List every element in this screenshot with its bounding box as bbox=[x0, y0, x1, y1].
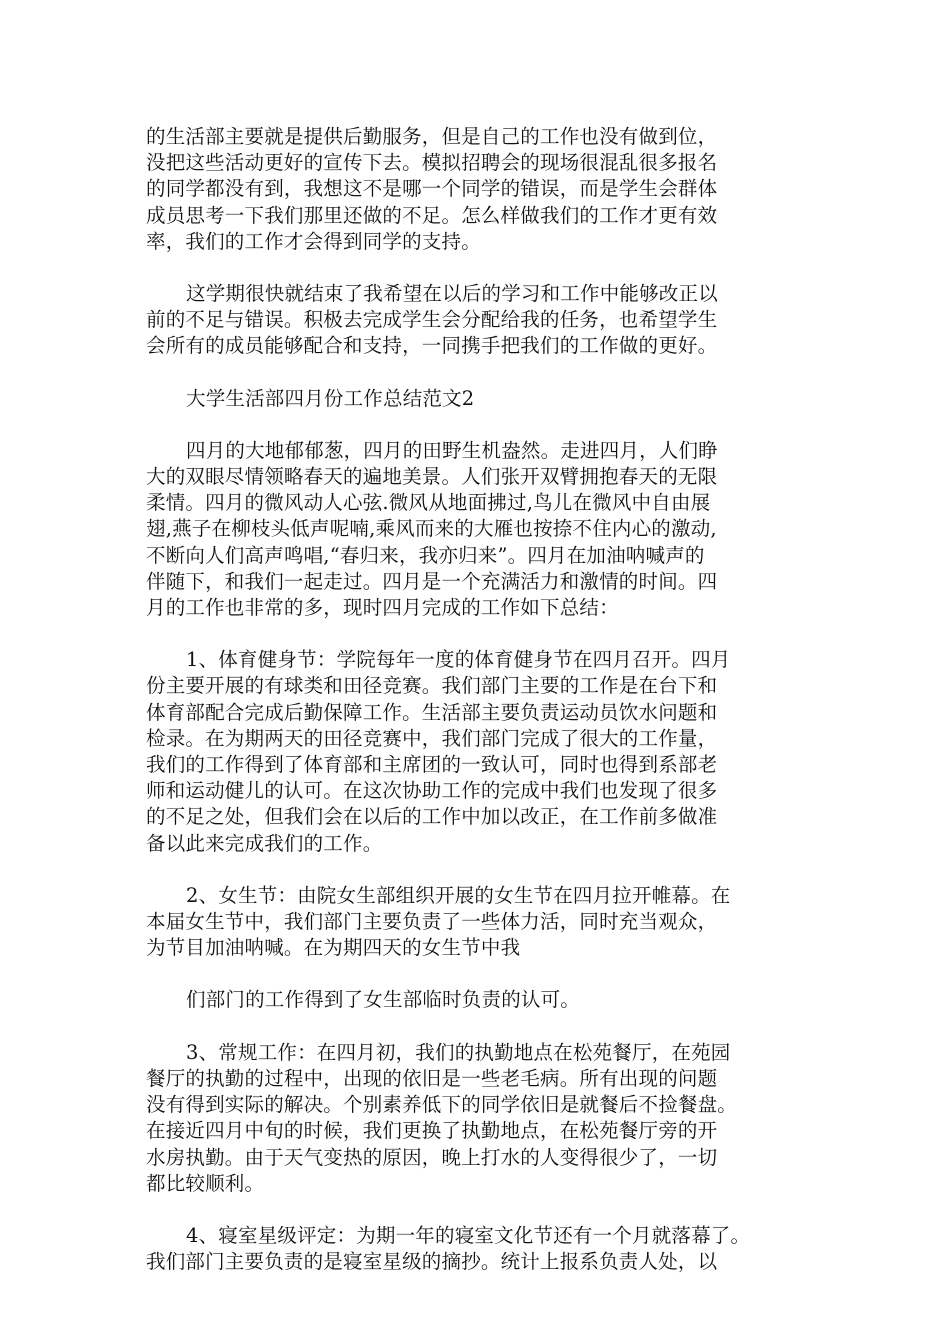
text-line: 没把这些活动更好的宣传下去。模拟招聘会的现场很混乱很多报名 bbox=[146, 151, 718, 175]
text-line: 率，我们的工作才会得到同学的支持。 bbox=[146, 229, 481, 253]
text-line: 前的不足与错误。积极去完成学生会分配给我的任务，也希望学生 bbox=[146, 308, 718, 332]
paragraph bbox=[146, 1223, 816, 1275]
text-line: 成员思考一下我们那里还做的不足。怎么样做我们的工作才更有效 bbox=[146, 203, 718, 227]
text-line: 本届女生节中，我们部门主要负责了一些体力活，同时充当观众， bbox=[146, 910, 718, 934]
text-line: 4、寝室星级评定：为期一年的寝室文化节还有一个月就落幕了。 bbox=[186, 1223, 751, 1247]
text-line: 都比较顺利。 bbox=[146, 1171, 265, 1195]
text-line: 四月的大地郁郁葱，四月的田野生机盎然。走进四月，人们睁 bbox=[186, 438, 718, 462]
section-heading bbox=[146, 386, 816, 412]
text-line: 们部门的工作得到了女生部临时负责的认可。 bbox=[186, 988, 581, 1012]
text-line: 伴随下，和我们一起走过。四月是一个充满活力和激情的时间。四 bbox=[146, 569, 718, 593]
text-line: 这学期很快就结束了我希望在以后的学习和工作中能够改正以 bbox=[186, 282, 718, 306]
paragraph bbox=[146, 1040, 816, 1197]
document-body bbox=[146, 124, 816, 1301]
text-line: 餐厅的执勤的过程中，出现的依旧是一些老毛病。所有出现的问题 bbox=[146, 1066, 718, 1090]
text-line: 份主要开展的有球类和田径竞赛。我们部门主要的工作是在台下和 bbox=[146, 674, 718, 698]
text-line: 检录。在为期两天的田径竞赛中，我们部门完成了很大的工作量， bbox=[146, 726, 718, 750]
text-line: 备以此来完成我们的工作。 bbox=[146, 831, 383, 855]
text-line: 月的工作也非常的多，现时四月完成的工作如下总结： bbox=[146, 596, 619, 620]
paragraph bbox=[146, 883, 816, 962]
text-line: 的同学都没有到，我想这不是哪一个同学的错误，而是学生会群体 bbox=[146, 177, 718, 201]
text-line: 我们部门主要负责的是寝室星级的摘抄。统计上报系负责人处，以 bbox=[146, 1250, 718, 1274]
text-line: 会所有的成员能够配合和支持，一同携手把我们的工作做的更好。 bbox=[146, 334, 718, 358]
text-line: 柔情。四月的微风动人心弦.微风从地面拂过,鸟儿在微风中自由展 bbox=[146, 491, 711, 515]
text-line: 翅,燕子在柳枝头低声呢喃,乘风而来的大雁也按捺不住内心的激动, bbox=[146, 517, 717, 541]
text-line: 3、常规工作：在四月初，我们的执勤地点在松苑餐厅，在苑园 bbox=[186, 1040, 731, 1064]
text-line: 我们的工作得到了体育部和主席团的一致认可，同时也得到系部老 bbox=[146, 753, 718, 777]
text-line: 为节目加油呐喊。在为期四天的女生节中我 bbox=[146, 936, 521, 960]
text-line: 没有得到实际的解决。个别素养低下的同学依旧是就餐后不捡餐盘。 bbox=[146, 1093, 738, 1117]
text-line: 大学生活部四月份工作总结范文2 bbox=[186, 386, 475, 410]
paragraph bbox=[146, 281, 816, 360]
text-line: 1、体育健身节：学院每年一度的体育健身节在四月召开。四月 bbox=[186, 648, 731, 672]
text-line: 水房执勤。由于天气变热的原因，晚上打水的人变得很少了，一切 bbox=[146, 1145, 718, 1169]
text-line: 体育部配合完成后勤保障工作。生活部主要负责运动员饮水问题和 bbox=[146, 700, 718, 724]
text-line: 师和运动健儿的认可。在这次协助工作的完成中我们也发现了很多 bbox=[146, 779, 718, 803]
paragraph bbox=[146, 647, 816, 857]
text-line: 的不足之处，但我们会在以后的工作中加以改正，在工作前多做准 bbox=[146, 805, 718, 829]
text-line: 的生活部主要就是提供后勤服务，但是自己的工作也没有做到位， bbox=[146, 125, 718, 148]
text-line: 2、女生节：由院女生部组织开展的女生节在四月拉开帷幕。在 bbox=[186, 883, 731, 907]
paragraph bbox=[146, 987, 816, 1013]
text-line: 大的双眼尽情领略春天的遍地美景。人们张开双臂拥抱春天的无限 bbox=[146, 465, 718, 489]
text-line: 在接近四月中旬的时候，我们更换了执勤地点，在松苑餐厅旁的开 bbox=[146, 1119, 718, 1143]
text-line: 不断向人们高声鸣唱,“春归来，我亦归来”。四月在加油呐喊声的 bbox=[146, 543, 705, 567]
paragraph bbox=[146, 124, 816, 255]
paragraph bbox=[146, 438, 816, 621]
